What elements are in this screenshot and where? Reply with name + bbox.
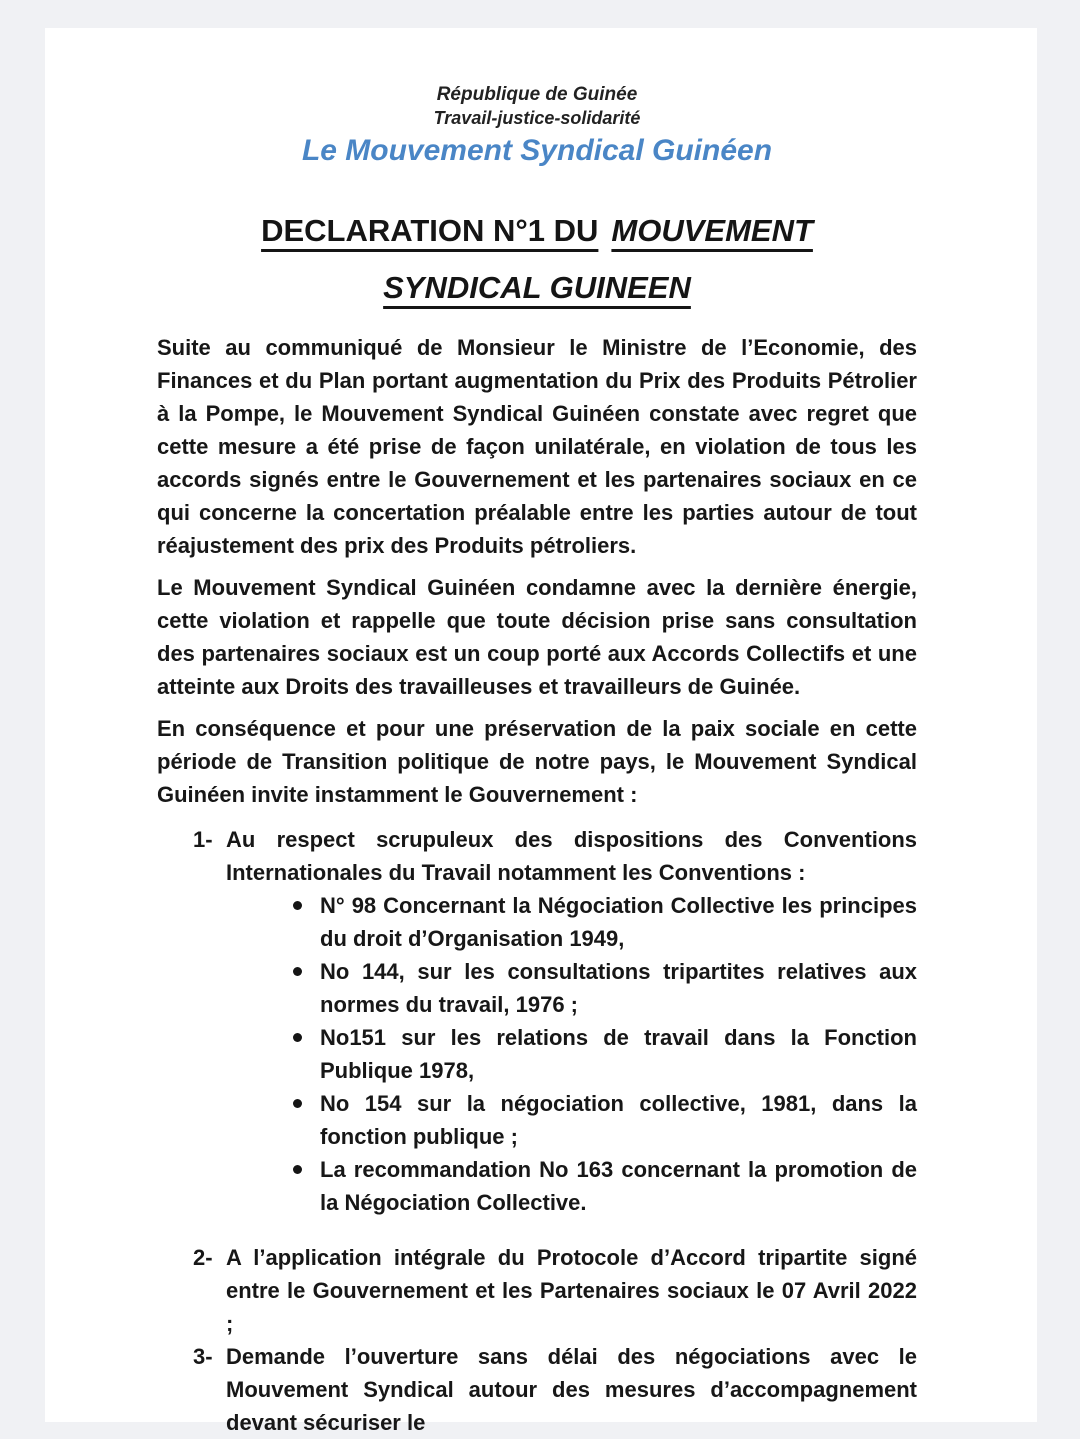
bullet-icon bbox=[293, 1087, 320, 1153]
bullet-icon bbox=[293, 889, 320, 955]
republic-line: République de Guinée bbox=[436, 84, 638, 105]
bullet-item-2 bbox=[293, 955, 917, 1021]
bullet-item-5 bbox=[293, 1153, 917, 1219]
list-item-2 bbox=[193, 1241, 917, 1340]
bullet-icon bbox=[293, 1153, 320, 1219]
document-page bbox=[45, 28, 1037, 1435]
bullet-item-3 bbox=[293, 1021, 917, 1087]
bullet-icon bbox=[293, 1021, 320, 1087]
paragraph-3: En conséquence et pour une préservation de la paix sociale en cette période de Transition politique de notre pays, le Mouvement Syndical Guinéen invite instamment le Gouvernement : bbox=[157, 716, 917, 807]
list-item-2-number: 2- bbox=[193, 1245, 213, 1270]
bullet-item-4 bbox=[293, 1087, 917, 1153]
list-item-2-text: A l’application intégrale du Protocole d’Accord tripartite signé entre le Gouvernement et les Partenaires sociaux le 07 Avril 2022 ; bbox=[226, 1245, 917, 1336]
motto-line: Travail-justice-solidarité bbox=[433, 108, 641, 128]
list-item-1-number: 1- bbox=[193, 827, 213, 852]
list-item-3 bbox=[193, 1340, 917, 1439]
title-line1-normal: DECLARATION N°1 DU bbox=[261, 213, 599, 248]
organization-name: Le Mouvement Syndical Guinéen bbox=[301, 134, 773, 167]
bullet-item-1-text: N° 98 Concernant la Négociation Collective les principes du droit d’Organisation 1949, bbox=[320, 893, 917, 951]
title-line1-italic: MOUVEMENT bbox=[611, 213, 813, 248]
paragraph-2: Le Mouvement Syndical Guinéen condamne avec la dernière énergie, cette violation et rappelle que toute décision prise sans consultation des partenaires sociaux est un coup porté aux Accords Collectifs et une atteinte aux Droits des travailleuses et travailleurs de Guinée. bbox=[157, 575, 917, 699]
title-line-2 bbox=[157, 267, 917, 309]
document-title bbox=[157, 210, 917, 309]
bullet-item-5-text: La recommandation No 163 concernant la promotion de la Négociation Collective. bbox=[320, 1157, 917, 1215]
title-line2-text: SYNDICAL GUINEEN bbox=[383, 270, 691, 305]
document-header bbox=[157, 82, 917, 170]
paragraph-1: Suite au communiqué de Monsieur le Ministre de l’Economie, des Finances et du Plan portant augmentation du Prix des Produits Pétrolier à la Pompe, le Mouvement Syndical Guinéen constate avec regret que cette mesure a été prise de façon unilatérale, en violation de tous les accords signés entre le Gouvernement et les partenaires sociaux en ce qui concerne la concertation préalable entre les parties autour de tout réajustement des prix des Produits pétroliers. bbox=[157, 335, 917, 558]
list-item-1-text: Au respect scrupuleux des dispositions des Conventions Internationales du Travail notamment les Conventions : bbox=[226, 827, 917, 885]
bullet-item-2-text: No 144, sur les consultations tripartites relatives aux normes du travail, 1976 ; bbox=[320, 959, 917, 1017]
numbered-list bbox=[193, 823, 917, 1439]
bullet-item-3-text: No151 sur les relations de travail dans la Fonction Publique 1978, bbox=[320, 1025, 917, 1083]
title-line-1 bbox=[157, 210, 917, 252]
list-item-3-number: 3- bbox=[193, 1344, 213, 1369]
bullet-item-4-text: No 154 sur la négociation collective, 1981, dans la fonction publique ; bbox=[320, 1091, 917, 1149]
bullet-icon bbox=[293, 955, 320, 1021]
list-item-3-text: Demande l’ouverture sans délai des négociations avec le Mouvement Syndical autour des mesures d’accompagnement devant sécuriser le bbox=[226, 1344, 917, 1435]
list-item-1 bbox=[193, 823, 917, 889]
bullet-item-1 bbox=[293, 889, 917, 955]
